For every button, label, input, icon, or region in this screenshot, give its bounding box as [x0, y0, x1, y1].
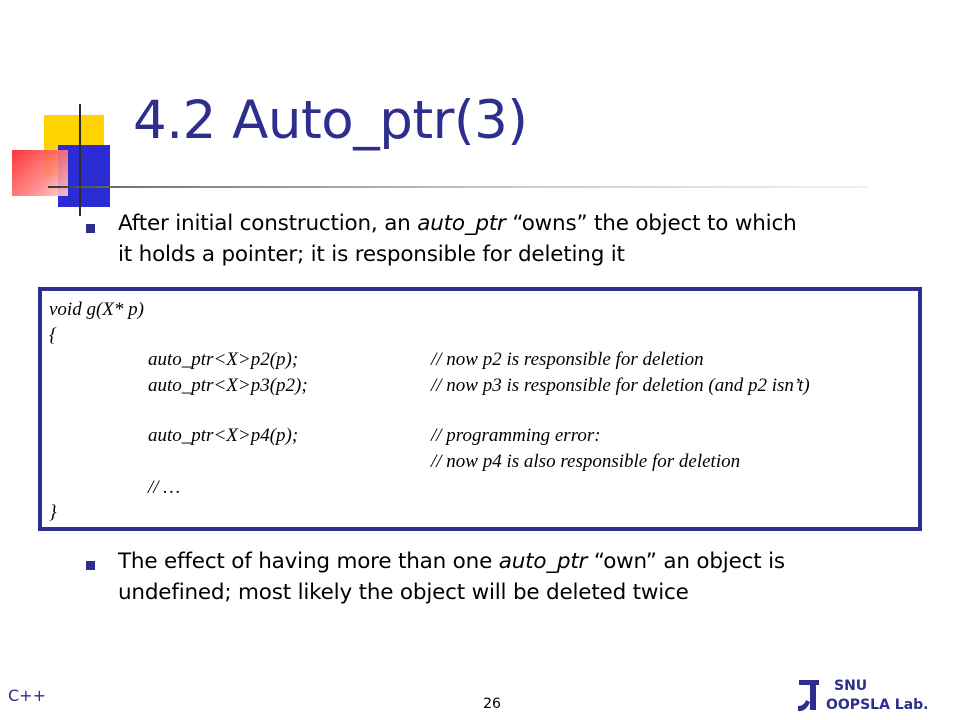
bullet-marker — [86, 224, 95, 233]
code-line-1: void g(X* p) — [49, 299, 144, 320]
code-line-3-statement: auto_ptr<X>p2(p); — [148, 349, 299, 370]
code-line-4-statement: auto_ptr<X>p3(p2); — [148, 375, 308, 396]
decor-vertical-line — [79, 104, 81, 216]
page-number: 26 — [483, 696, 501, 712]
code-line-2: { — [49, 325, 57, 346]
bullet-1-text: After initial construction, an — [118, 211, 418, 236]
bullet-2-line-2: undefined; most likely the object will be deleted twice — [118, 580, 689, 605]
bullet-2-line-1 — [118, 546, 898, 577]
code-line-4-comment: // now p3 is responsible for deletion (and p2 isn’t) — [431, 375, 810, 396]
code-box — [38, 287, 922, 531]
code-line-5-statement: auto_ptr<X>p4(p); — [148, 425, 299, 446]
code-line-6-comment: // now p4 is also responsible for deletion — [431, 451, 741, 472]
bullet-2-emphasis: auto_ptr — [498, 549, 588, 574]
bullet-1-emphasis: auto_ptr — [417, 211, 506, 236]
code-line-7: // … — [148, 477, 181, 498]
bullet-1-line-1 — [118, 208, 898, 239]
slide-title: 4.2 Auto_ptr(3) — [133, 90, 528, 151]
title-underline — [48, 186, 868, 188]
decor-red-square — [12, 150, 68, 196]
bullet-1-line-2: it holds a pointer; it is responsible for deleting it — [118, 242, 625, 267]
logo-line-2: OOPSLA Lab. — [826, 697, 929, 713]
bullet-2 — [118, 546, 898, 608]
logo-line-1: SNU — [834, 678, 868, 694]
lab-logo-text — [826, 677, 928, 715]
code-line-3-comment: // now p2 is responsible for deletion — [431, 349, 704, 370]
code-line-8: } — [49, 502, 57, 523]
bullet-marker — [86, 561, 95, 570]
snu-logo-icon — [796, 678, 822, 714]
bullet-1 — [118, 208, 898, 270]
footer-course-label: C++ — [8, 686, 46, 705]
bullet-2-text-cont: “own” an object is — [587, 549, 785, 574]
bullet-2-text: The effect of having more than one — [118, 549, 499, 574]
bullet-1-text-cont: “owns” the object to which — [505, 211, 797, 236]
code-line-5-comment: // programming error: — [431, 425, 601, 446]
